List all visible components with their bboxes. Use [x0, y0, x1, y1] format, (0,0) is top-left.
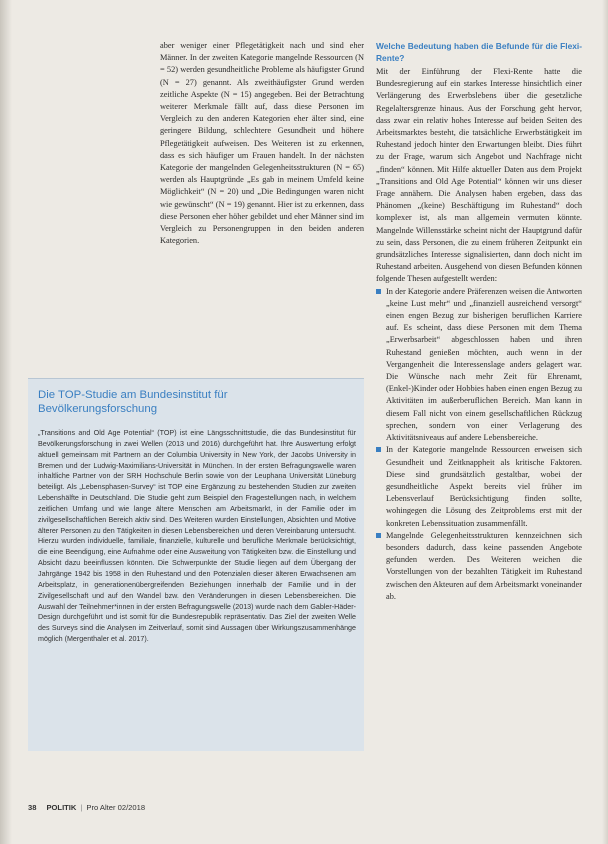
bullet-item: Mangelnde Gelegenheitsstrukturen kennzeichnen sich besonders dadurch, dass keine passenden Angebote gefunden werden. Des Weiteren weichen die Vorstellungen von der bezahlten Tätigkeit im Ruhestand zwischen den Akteuren auf dem Arbeitsmarkt voneinander ab.: [376, 530, 582, 603]
magazine-name: POLITIK: [46, 803, 77, 812]
bullet-item: In der Kategorie mangelnde Ressourcen erweisen sich Gesundheit und Zeitknappheit als kritische Faktoren. Diese sind grundsätzlich gestaltbar, wobei der gesundheitliche Aspekt bereits viel früher im Lebensverlauf Berücksichtigung finden sollte, wohingegen die Lösung des Zeitproblems erst mit der konkreten Lebenssituation zusammenfällt.: [376, 444, 582, 529]
left-column-text: aber weniger einer Pflegetätigkeit nach und sind eher Männer. In der zweiten Kategorie mangelnde Ressourcen (N = 52) werden gesundheitliche Probleme als häufigster Grund (N = 27) genannt. Als zweithäufigster Grund werden zeitliche Aspekte (N = 15) angegeben. Bei der Betrachtung weiterer Merkmale fällt auf, dass diese Personen im Vergleich zu den anderen Kategorien eher älter sind, eine geringere Bildung, schlechtere Gesundheit und höhere Pflegetätigkeit aufweisen. Des Weiteren ist zu erkennen, dass es sich häufiger um Frauen handelt. In der nächsten Kategorie der mangelnden Gelegenheitsstrukturen (N = 65) werden als Hauptgründe „Es gab in meinem Umfeld keine Möglichkeit“ (N = 20) und „Die Bedingungen waren nicht wie gewünscht“ (N = 19) genannt. Hier ist zu erkennen, dass diese Personen eher höher gebildet und eher Männer sind im Vergleich zu Personengruppen in den beiden anderen Kategorien.: [160, 41, 364, 246]
info-box: [28, 378, 364, 751]
info-box-body: „Transitions and Old Age Potential“ (TOP) ist eine Längsschnittstudie, die das Bundesinstitut für Bevölkerungsforschung in zwei Wellen (2013 und 2016) durchgeführt hat. Ihre Auswertung erfolgt aktuell gemeinsam mit Partnern an der Columbia University in New York, der Jacobs University in Bremen und der Ludwig-Maximilians-Universität in München. In der ersten Befragungswelle waren inhaltliche Partner von der SRH Hochschule Berlin sowie von der Leuphana Universität Lüneburg beteiligt. Als „Lebensphasen-Survey“ ist TOP eine Ergänzung zu bestehenden Studien zur zweiten Lebenshälfte in Deutschland. Die Studie geht zum Beispiel den Fragestellungen nach, in welchem zeitlichen Umfang und wie lange ältere Menschen am Arbeitsmarkt, in der Familie oder im zivilgesellschaftlichen Bereich aktiv sind. Des Weiteren wurden Einstellungen, Absichten und Motive älterer Personen zu den Tätigkeiten in diesen Lebensbereichen und deren Vereinbarung untersucht. Hierzu wurden individuelle, familiale, finanzielle, kulturelle und berufliche Merkmale berücksichtigt, die eine Beendigung, eine Aufnahme oder eine Ausweitung von Tätigkeiten bzw. die Einstellung und Absicht dazu beeinflussen könnten. Die Schwerpunkte der Studie liegen auf dem Übergang der Jahrgänge 1942 bis 1958 in den Ruhestand und den Potenzialen dieser älteren Erwachsenen am Arbeitsplatz, in generationenübergreifenden Beziehungen innerhalb der Familie und in der Zivilgesellschaft und auf den Wandel bzw. den Veränderungen in diesen Lebensbereichen. Die Auswahl der Teilnehmer*innen in der ersten Befragungswelle (2013) wurde nach dem Gabler-Häder-Design durchgeführt und ist somit für die Bundesrepublik repräsentativ. Das Ziel der zweiten Welle des Surveys sind die Analysen im Zeitverlauf, somit sind Aussagen über Wirkungszusammenhänge möglich (Mergenthaler et al. 2017).: [38, 429, 356, 644]
page-number: 38: [28, 803, 37, 812]
right-column: [376, 40, 582, 603]
bullet-item: In der Kategorie andere Präferenzen weisen die Antworten „keine Lust mehr“ und „finanziell ausreichend versorgt“ einen engen Bezug zur bisherigen beruflichen Karriere auf. Es scheint, dass diese Personen mit dem Thema „Erwerbsarbeit“ abgeschlossen haben und ihren Ruhestand genießen möchten, auch wenn in der Vergangenheit die Interessenslage anders gelagert war. Die Wünsche nach mehr Zeit für Ehrenamt, (Enkel-)Kinder oder Hobbies haben einen engen Bezug zu Aktivitäten im außerberuflichen Bereich. Man kann in diesem Fall nicht von einem gesellschaftlichen Rückzug sprechen, sondern von einer Verlagerung des Aktivitätsniveaus auf andere Lebensbereiche.: [376, 286, 582, 445]
bullet-list: [376, 286, 582, 603]
info-box-title: Die TOP-Studie am Bundesinstitut für Bevölkerungsforschung: [38, 389, 228, 415]
footer-separator: |: [80, 803, 83, 812]
issue-label: Pro Alter 02/2018: [86, 803, 146, 812]
binding-shadow: [0, 0, 12, 844]
page-footer: [28, 803, 145, 812]
section-heading: Welche Bedeutung haben die Befunde für die Flexi-Rente?: [376, 41, 582, 63]
page-edge: [602, 0, 608, 844]
right-paragraph: Mit der Einführung der Flexi-Rente hatte die Bundesregierung auf ein starkes Interesse hinsichtlich einer Verlängerung des Erwerbslebens über die gesetzliche Regelaltersgrenze hinaus. Aus der Forschung geht hervor, dass zwar ein relativ hohes Interesse auf beiden Seiten des Arbeitsmarktes besteht, die tatsächliche Erwerbstätigkeit im Ruhestand jedoch hinter den Erwartungen bleibt. Dies führt zu der Frage, warum sich Angebot und Nachfrage nicht „finden“ können. Mit Hilfe aktueller Daten aus dem Projekt „Transitions and Old Age Potential“ können wir uns dieser Frage annähern. Die Analysen haben ergeben, dass das Phänomen „(keine) Beschäftigung im Ruhestand“ doch komplexer ist, als man allgemein vermuten könnte. Mangelnde Willensstärke scheint nicht der Hauptgrund dafür zu sein, dass Personen, die zu einem früheren Zeitpunkt ein grundsätzliches Interesse signalisierten, dann doch nicht im Ruhestand arbeiten. Ausgehend von diesen Befunden können folgende Thesen aufgestellt werden:: [376, 67, 582, 284]
